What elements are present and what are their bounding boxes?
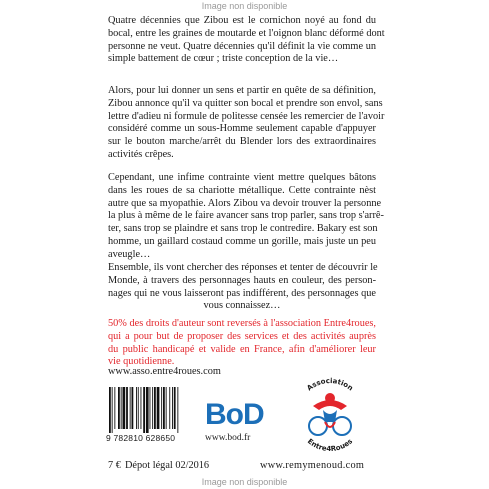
assoc-logo-bottom-text: Entre4Roues	[305, 437, 355, 454]
text-line: autre que sa myopathie. Alors Zibou va devoir trouver la personne	[108, 197, 382, 209]
blurb-paragraph-charity	[108, 318, 376, 369]
notice-top: Image non disponible	[201, 1, 288, 11]
assoc-logo-top-text: Association	[305, 376, 355, 393]
text-line: simple battement de cœur ; triste conception de la vie…	[108, 53, 339, 65]
text-line: vie quotidienne.	[108, 356, 175, 368]
text-line: du public handicapé et valide en France, afin d'améliorer leur	[108, 343, 376, 355]
text-line: qui a pour but de proposer des services et des activités auprès	[108, 330, 376, 342]
blurb-paragraph-4	[108, 262, 376, 313]
text-line: 50% des droits d'auteur sont reversés à l'association Entre4roues,	[108, 318, 376, 329]
notice-bottom: Image non disponible	[201, 477, 288, 487]
text-line: aveugle…	[108, 248, 151, 260]
text-line: homme, un gaillard costaud comme un gorille, mais juste un peu	[108, 235, 376, 247]
text-line: Ensemble, ils vont chercher des réponses et tenter de découvrir le	[108, 262, 378, 273]
price: 7 €	[108, 460, 121, 471]
text-line: ter, sans trop se plaindre et sans trop le contredire. Bakary est son	[108, 223, 378, 235]
barcode-number: 9 782810 628650	[106, 433, 176, 443]
text-line: Monde, à travers des personnages hauts en couleur, des person-	[108, 274, 376, 286]
text-line: Cependant, une infime contrainte vient mettre quelques bâtons	[108, 172, 376, 183]
blurb-paragraph-2	[108, 85, 385, 162]
text-line: lettre d'adieu ni formule de politesse censée les remercier de l'avoir	[108, 110, 385, 122]
text-line: dans les roues de sa chariotte métallique. Cette contrainte nèst	[108, 184, 376, 196]
author-website[interactable]: www.remymenoud.com	[260, 460, 365, 471]
text-line: sur le bouton marche/arrêt du Blender lors des extraordinaires	[108, 136, 376, 148]
svg-text:Association	[306, 377, 355, 393]
text-line: personne ne veut. Quatre décennies qu'il définit la vie comme un	[108, 40, 376, 52]
text-line: vous connaissez…	[203, 300, 281, 312]
text-line: considéré comme un sous-Homme seulement capable d'appuyer	[108, 123, 376, 135]
association-logo-icon	[285, 370, 375, 454]
blurb-paragraph-3	[108, 172, 384, 262]
blurb-paragraph-1	[108, 15, 385, 66]
text-line: Quatre décennies que Zibou est le cornichon noyé au fond du	[108, 15, 376, 26]
association-url[interactable]: www.asso.entre4roues.com	[108, 366, 221, 377]
barcode-icon	[108, 387, 203, 433]
text-line: activités crêpes.	[108, 148, 174, 160]
text-line: nages qui ne vous laisseront pas indifférent, des personnages que	[108, 287, 376, 299]
legal-deposit: Dépot légal 02/2016	[125, 460, 210, 471]
text-line: bocal, entre les graines de moutarde et l'oignon blanc déformé dont	[108, 27, 385, 39]
text-line: la plus à même de le faire avancer sans trop parler, sans trop s'arrê-	[108, 210, 384, 222]
bod-logo: BoD	[205, 398, 264, 431]
text-line: Zibou annonce qu'il va quitter son bocal et prendre son envol, sans	[108, 97, 383, 109]
bod-url[interactable]: www.bod.fr	[205, 433, 251, 443]
text-line: Alors, pour lui donner un sens et partir en quête de sa définition,	[108, 85, 376, 96]
svg-text:Entre4Roues	[306, 437, 354, 453]
